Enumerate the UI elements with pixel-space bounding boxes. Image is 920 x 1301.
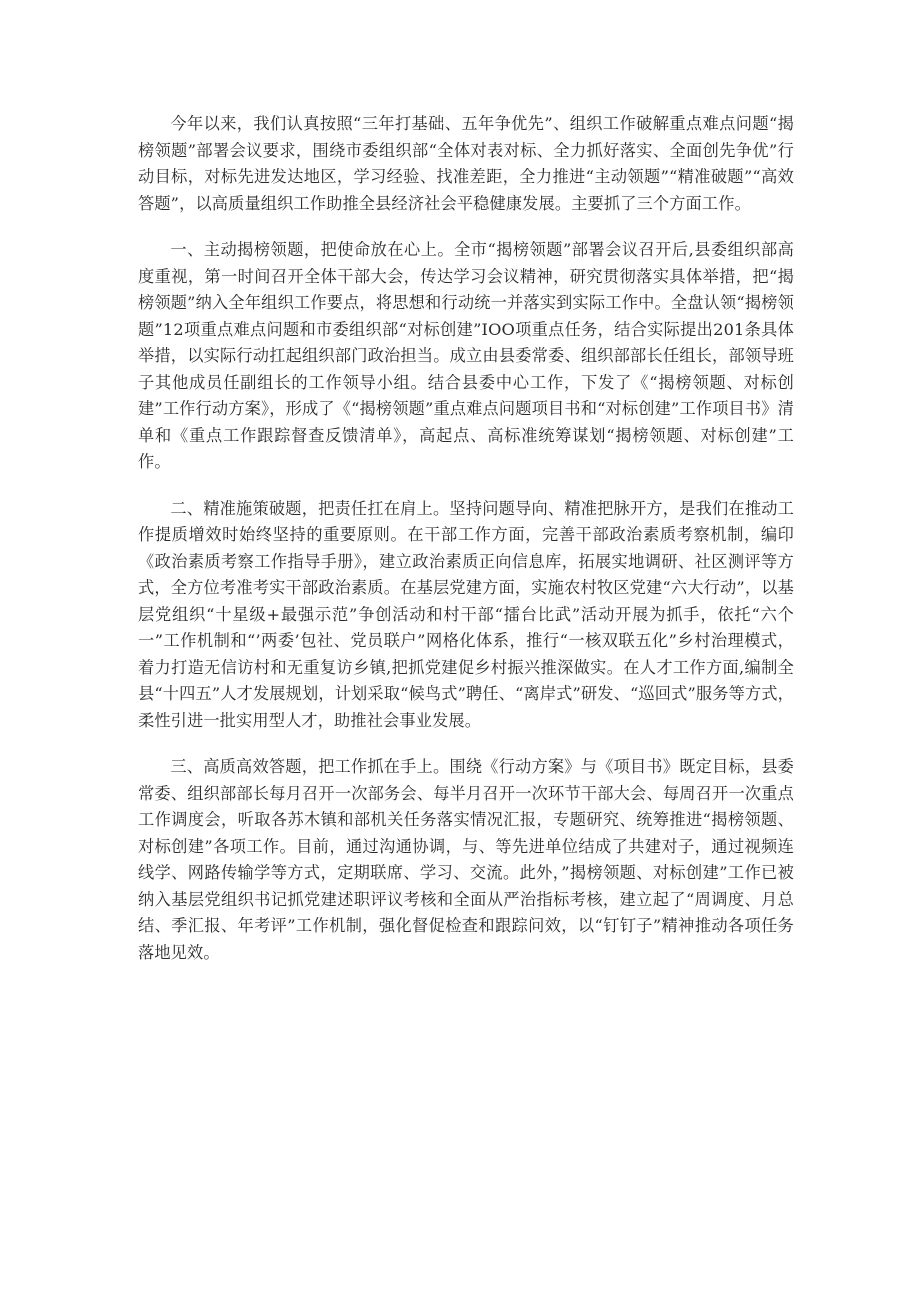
section-one-paragraph: 一、主动揭榜领题，把使命放在心上。全市“揭榜领题”部署会议召开后,县委组织部高度重视，第一时间召开全体干部大会，传达学习会议精神，研究贯彻落实具体举措，把“揭榜领题”纳入全年组织工作要点，将思想和行动统一并落实到实际工作中。全盘认领“揭榜领题”12项重点难点问题和市委组织部“对标创建”IOO项重点任务，结合实际提出201条具体举措，以实际行动扛起组织部门政治担当。成立由县委常委、组织部部长任组长，部领导班子其他成员任副组长的工作领导小组。结合县委中心工作，下发了《“揭榜领题、对标创建”工作行动方案》，形成了《“揭榜领题”重点难点问题项目书和“对标创建”工作项目书》清单和《重点工作跟踪督查反馈清单》，高起点、高标准统筹谋划“揭榜领题、对标创建”工作。 — [138, 240, 794, 471]
intro-paragraph: 今年以来，我们认真按照“三年打基础、五年争优先”、组织工作破解重点难点问题“揭榜领题”部署会议要求，围绕市委组织部“全体对表对标、全力抓好落实、全面创先争优”行动目标，对标先进发达地区，学习经验、找准差距，全力推进“主动领题”“精准破题”“高效答题”，以高质量组织工作助推全县经济社会平稳健康发展。主要抓了三个方面工作。 — [138, 114, 794, 213]
document-body — [138, 111, 794, 966]
section-three-paragraph: 三、高质高效答题，把工作抓在手上。围绕《行动方案》与《项目书》既定目标，县委常委、组织部部长每月召开一次部务会、每半月召开一次环节干部大会、每周召开一次重点工作调度会，听取各苏木镇和部机关任务落实情况汇报，专题研究、统筹推进“揭榜领题、对标创建”各项工作。目前，通过沟通协调，与、等先进单位结成了共建对子，通过视频连线学、网路传输学等方式，定期联席、学习、交流。此外，”揭榜领题、对标创建”工作已被纳入基层党组织书记抓党建述职评议考核和全面从严治指标考核，建立起了“周调度、月总结、季汇报、年考评”工作机制，强化督促检查和跟踪问效，以“钉钉子”精神推动各项任务落地见效。 — [138, 757, 794, 962]
section-two-paragraph: 二、精准施策破题，把责任扛在肩上。坚持问题导向、精准把脉开方，是我们在推动工作提质增效时始终坚持的重要原则。在干部工作方面，完善干部政治素质考察机制，编印《政治素质考察工作指导手册》，建立政治素质正向信息库，拓展实地调研、社区测评等方式，全方位考准考实干部政治素质。在基层党建方面，实施农村牧区党建“六大行动”，以基层党组织“十星级+最强示范”争创活动和村干部“擂台比武”活动开展为抓手，依托“六个一”工作机制和“’两委’包社、党员联户”网格化体系，推行“一核双联五化”乡村治理模式，着力打造无信访村和无重复访乡镇,把抓党建促乡村振兴推深做实。在人才工作方面,编制全县“十四五”人才发展规划，计划采取“候鸟式”聘任、“离岸式”研发、“巡回式”服务等方式，柔性引进一批实用型人才，助推社会事业发展。 — [138, 498, 794, 730]
